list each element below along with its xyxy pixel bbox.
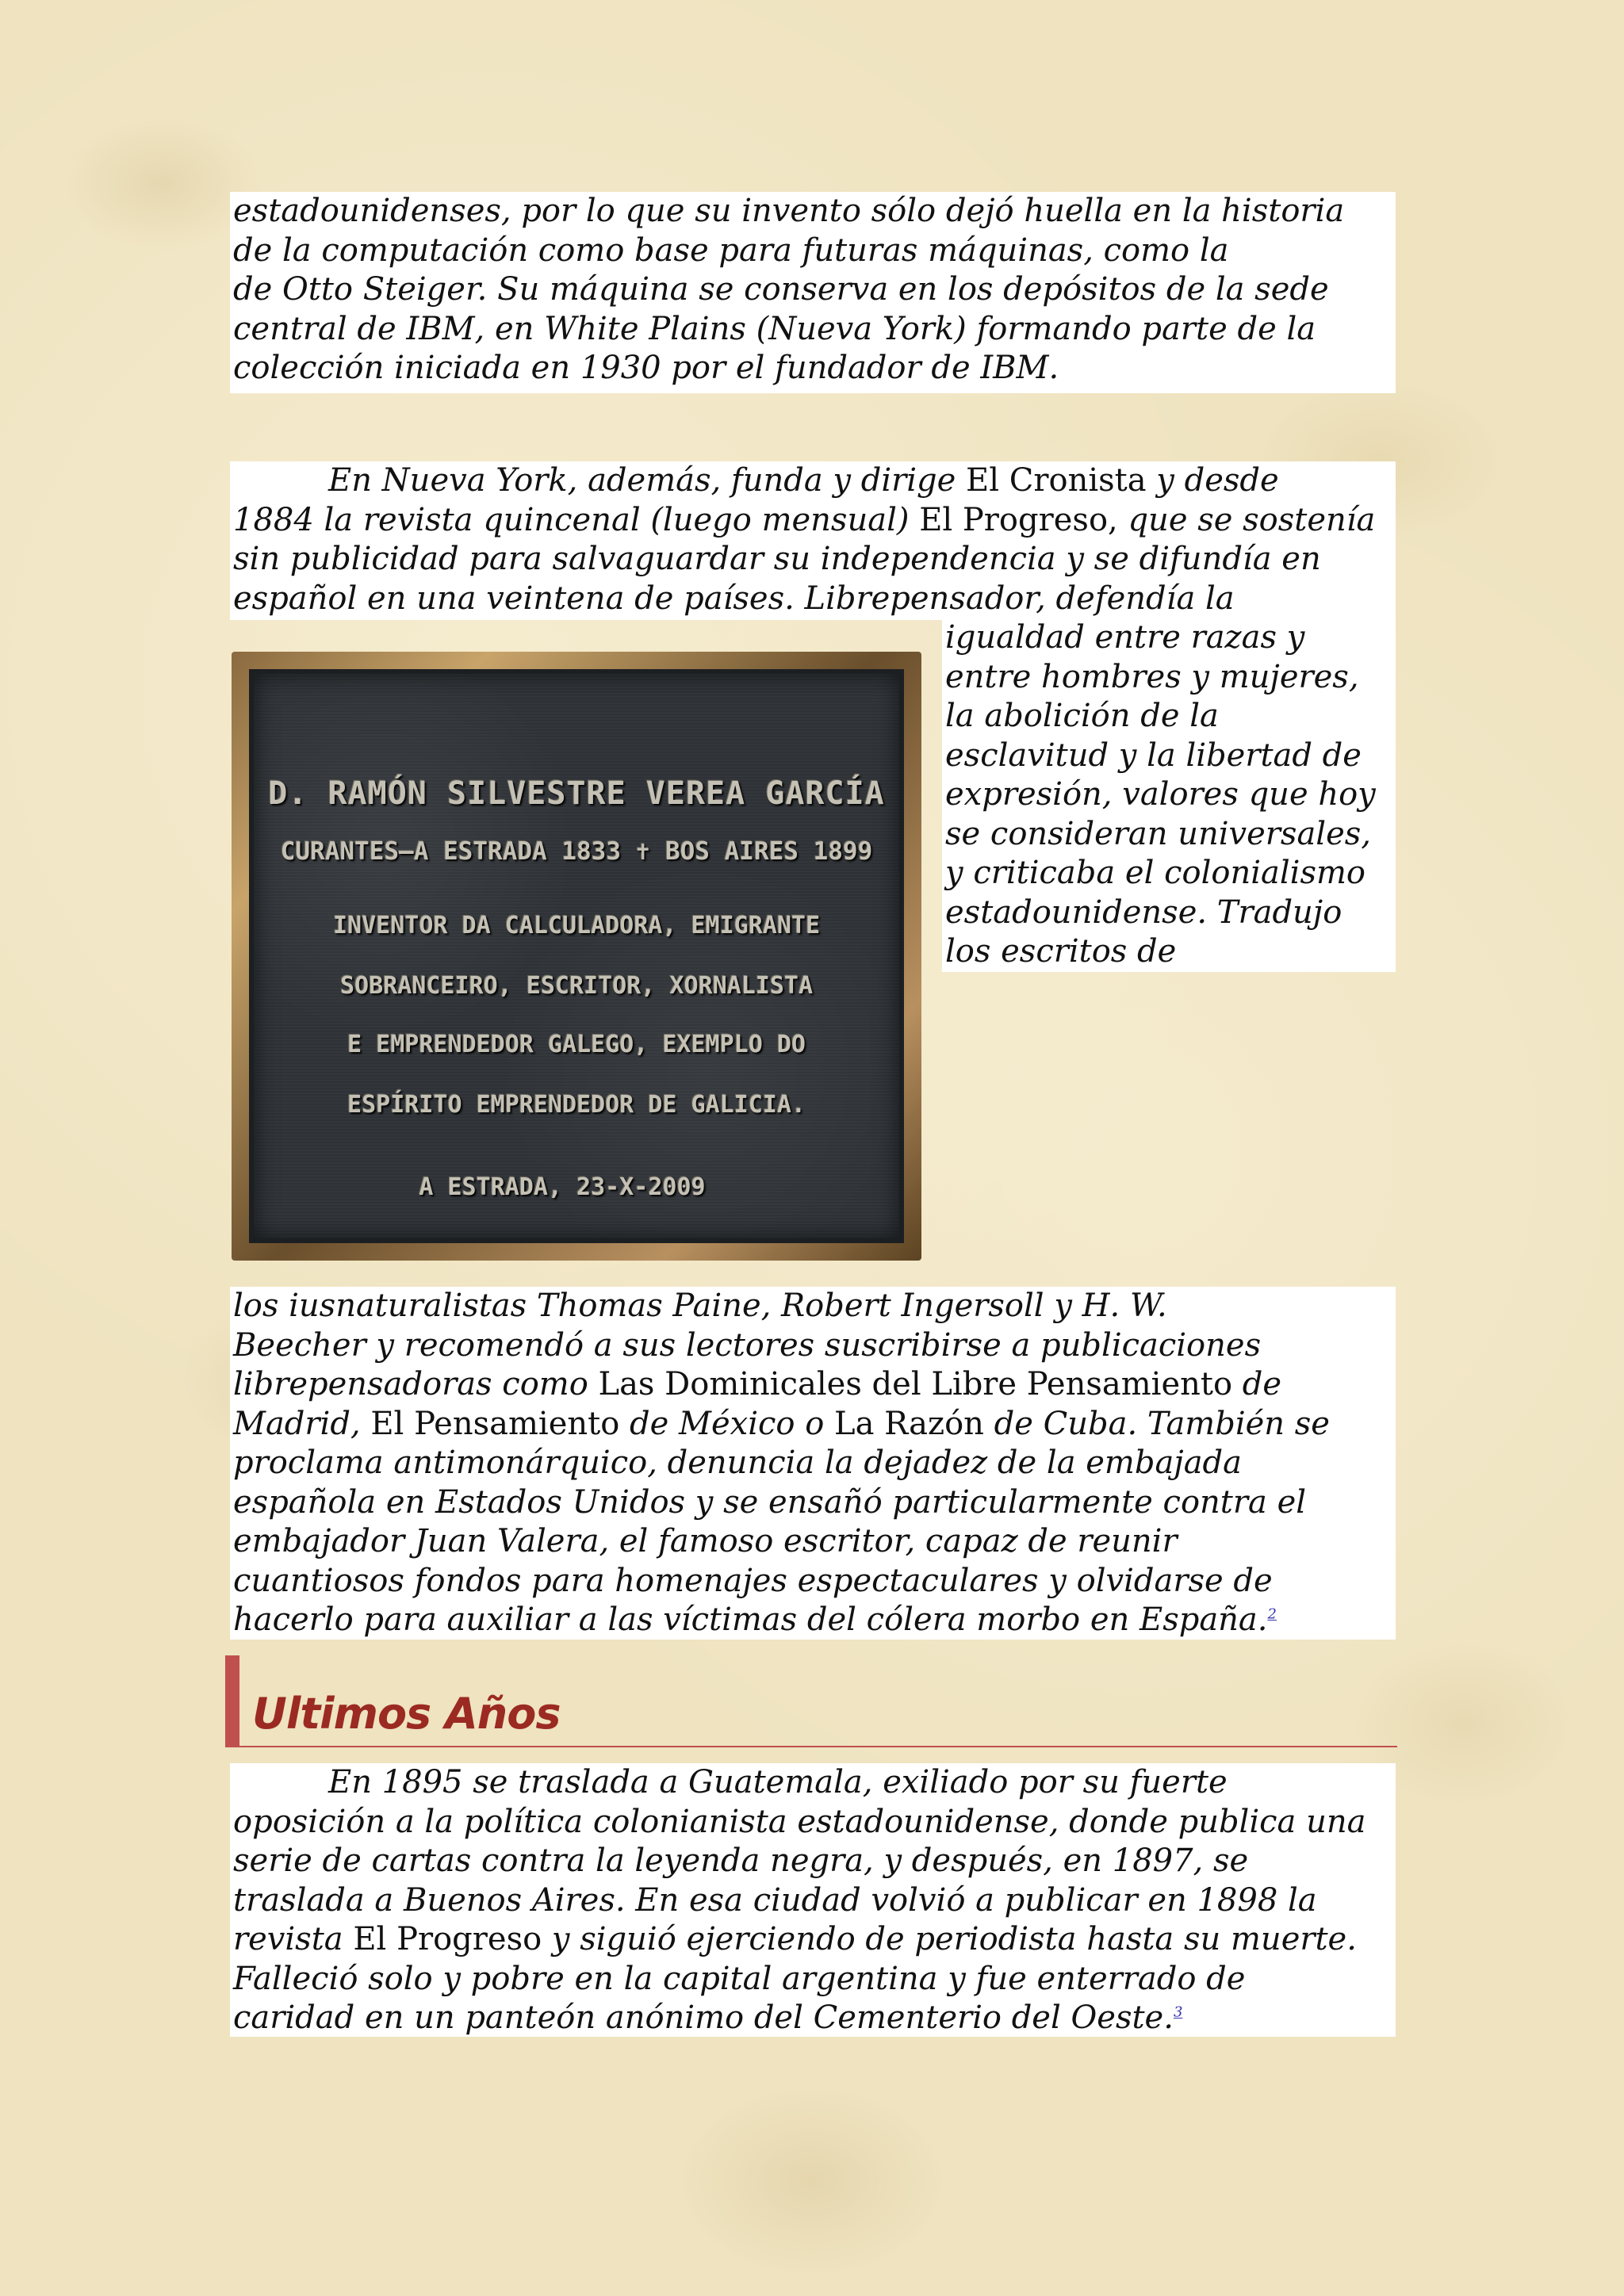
text-line: española en Estados Unidos y se ensañó particularmente contra el (233, 1483, 1307, 1521)
text-line: igualdad entre razas y (945, 619, 1305, 656)
section-heading-block (225, 1655, 1397, 1747)
plaque-line: SOBRANCEIRO, ESCRITOR, XORNALISTA (339, 972, 814, 1000)
text-run: de México o (630, 1405, 834, 1442)
footnote-link[interactable]: 2 (1267, 1605, 1277, 1623)
plaque-line: CURANTES–A ESTRADA 1833 ✝ BOS AIRES 1899 (280, 837, 873, 866)
text-run: hacerlo para auxiliar a las víctimas del cólera morbo en España. (233, 1601, 1268, 1638)
footnote-link[interactable]: 3 (1173, 2003, 1183, 2021)
text-line: traslada a Buenos Aires. En esa ciudad volvió a publicar en 1898 la (233, 1881, 1317, 1919)
paragraph-last-years (230, 1763, 1396, 2037)
text-line: embajador Juan Valera, el famoso escritor, capaz de reunir (233, 1523, 1178, 1559)
text-line (233, 1365, 1392, 1405)
publication-title: Las Dominicales del Libre Pensamiento (598, 1366, 1243, 1402)
text-line (233, 501, 1392, 541)
text-line: los iusnaturalistas Thomas Paine, Robert Ingersoll y H. W. (233, 1288, 1167, 1324)
text-line: de Otto Steiger. Su máquina se conserva en los depósitos de la sede (233, 271, 1329, 308)
plaque-line: E EMPRENDEDOR GALEGO, EXEMPLO DO (347, 1031, 806, 1058)
text-line: expresión, valores que hoy (945, 776, 1376, 813)
text-run: y siguió ejerciendo de periodista hasta su muerte. (551, 1921, 1357, 1957)
publication-title: La Razón (834, 1405, 994, 1442)
text-run: de Cuba. También se (994, 1405, 1330, 1442)
plaque-line: A ESTRADA, 23-X-2009 (419, 1173, 706, 1201)
plaque-line: D. RAMÓN SILVESTRE VEREA GARCÍA (268, 775, 885, 812)
text-run: de (1242, 1366, 1282, 1402)
plaque-line: INVENTOR DA CALCULADORA, EMIGRANTE (332, 912, 821, 939)
text-line (233, 1920, 1392, 1960)
text-line: sin publicidad para salvaguardar su independencia y se difundía en (233, 541, 1321, 577)
footnote-ref (1268, 1606, 1277, 1623)
text-line: entre hombres y mujeres, (945, 658, 1359, 695)
publication-title: El Pensamiento (370, 1405, 630, 1442)
commemorative-plaque-image (232, 652, 921, 1261)
plaque-face (249, 669, 904, 1243)
footnote-ref (1174, 2004, 1182, 2021)
text-run: Madrid, (233, 1405, 371, 1442)
text-line (233, 1999, 1392, 2038)
text-line (233, 1601, 1392, 1640)
text-run: revista (233, 1921, 354, 1957)
text-run: 1884 la revista quincenal (luego mensual) (233, 501, 920, 538)
paragraph-side-column (942, 618, 1396, 972)
publication-title: El Progreso (353, 1921, 552, 1957)
heading-accent-bar (225, 1655, 239, 1747)
text-run: librepensadoras como (233, 1366, 599, 1402)
text-line: estadounidense. Tradujo (945, 894, 1342, 931)
paragraph-invention-legacy (230, 192, 1396, 393)
section-heading: Ultimos Años (252, 1689, 561, 1739)
text-run: que se sostenía (1117, 501, 1376, 538)
publication-title: El Progreso, (919, 501, 1118, 538)
text-run: caridad en un panteón anónimo del Cementerio del Oeste. (233, 1999, 1174, 2036)
text-run: En Nueva York, además, funda y dirige (328, 462, 967, 499)
text-line (233, 1763, 1392, 1803)
heading-underline (239, 1746, 1397, 1747)
publication-title: El Cronista (966, 462, 1157, 499)
text-line: se consideran universales, (945, 815, 1371, 852)
paragraph-new-york (230, 461, 1396, 620)
text-run: y desde (1156, 462, 1279, 499)
text-line: Falleció solo y pobre en la capital argentina y fue enterrado de (233, 1960, 1246, 1997)
text-line: la abolición de la (945, 698, 1219, 734)
text-line: central de IBM, en White Plains (Nueva York) formando parte de la (233, 310, 1316, 347)
text-run: En 1895 se traslada a Guatemala, exiliado por su fuerte (328, 1764, 1228, 1800)
text-line (233, 1405, 1392, 1445)
text-line: los escritos de (945, 933, 1177, 970)
paragraph-freethinkers (230, 1287, 1396, 1640)
text-line: estadounidenses, por lo que su invento sólo dejó huella en la historia (233, 193, 1345, 229)
plaque-line: ESPÍRITO EMPRENDEDOR DE GALICIA. (347, 1091, 806, 1119)
text-line: de la computación como base para futuras máquinas, como la (233, 232, 1229, 269)
text-line: cuantiosos fondos para homenajes espectaculares y olvidarse de (233, 1562, 1273, 1599)
text-line: colección iniciada en 1930 por el fundador de IBM. (233, 350, 1059, 386)
text-line: Beecher y recomendó a sus lectores suscribirse a publicaciones (233, 1326, 1262, 1364)
text-line: oposición a la política colonianista estadounidense, donde publica una (233, 1803, 1366, 1840)
text-line: proclama antimonárquico, denuncia la dejadez de la embajada (233, 1445, 1243, 1481)
text-line: español en una veintena de países. Librepensador, defendía la (233, 580, 1235, 617)
text-line: serie de cartas contra la leyenda negra, y después, en 1897, se (233, 1843, 1249, 1879)
text-line: y criticaba el colonialismo (945, 855, 1365, 891)
text-line: esclavitud y la libertad de (945, 737, 1362, 774)
text-line (233, 461, 1392, 501)
